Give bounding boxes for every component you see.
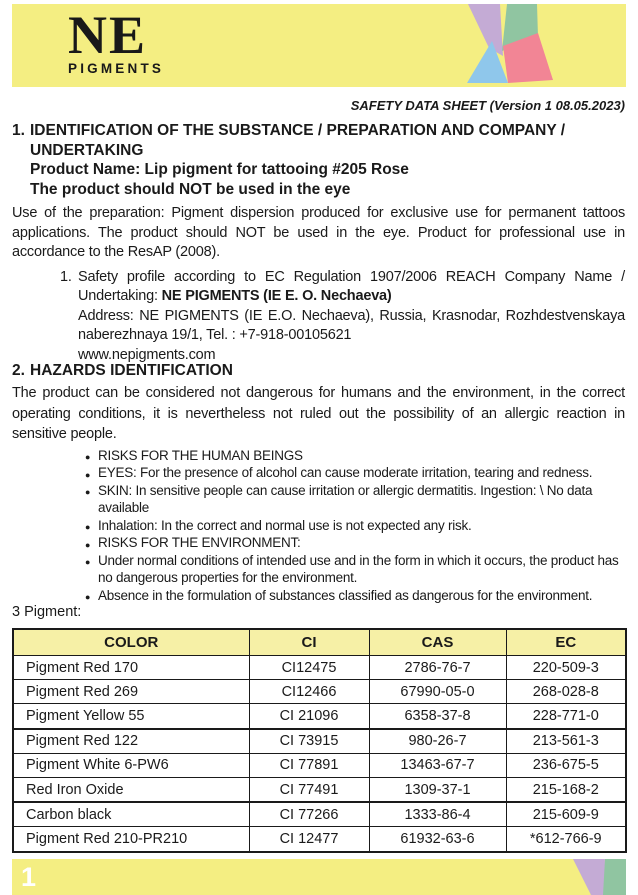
- cell-ec: 220-509-3: [506, 656, 626, 680]
- cell-ci: CI 77891: [249, 753, 369, 777]
- reach-item-text-regular: Safety profile according to EC Regulation 1907/2006 REACH Company Name / Undertaking:: [78, 268, 625, 304]
- cell-color: Pigment Yellow 55: [13, 704, 249, 729]
- cell-cas: 13463-67-7: [369, 753, 506, 777]
- table-row: [13, 704, 626, 729]
- table-row: [13, 729, 626, 754]
- table-row: [13, 777, 626, 802]
- cell-cas: 980-26-7: [369, 729, 506, 754]
- logo-pigments-text: PIGMENTS: [68, 61, 165, 76]
- table-header-row: [13, 629, 626, 656]
- bullet-item: ● RISKS FOR THE HUMAN BEINGS: [12, 447, 625, 465]
- section-1-number: 1.: [12, 122, 25, 139]
- page-number: 1: [21, 862, 37, 892]
- cell-color: Pigment Red 122: [13, 729, 249, 754]
- cell-cas: 67990-05-0: [369, 680, 506, 704]
- cell-ci: CI 12477: [249, 827, 369, 852]
- address-line: Address: NE PIGMENTS (IE E.O. Nechaeva), Russia, Krasnodar, Rozhdestvenskaya naberezhnaya 19/1, Tel. : +7-918-00105621: [78, 307, 625, 343]
- doc-title: SAFETY DATA SHEET (Version 1 08.05.2023): [350, 98, 625, 113]
- cell-ec: 213-561-3: [506, 729, 626, 754]
- bullet-item: ● Under normal conditions of intended use and in the form in which it occurs, the product has no dangerous properties for the environment.: [12, 552, 625, 587]
- reach-list-item: [60, 268, 625, 366]
- cell-cas: 6358-37-8: [369, 704, 506, 729]
- cell-ec: 268-028-8: [506, 680, 626, 704]
- section-2-title: HAZARDS IDENTIFICATION: [30, 362, 233, 379]
- cell-ec: 215-168-2: [506, 777, 626, 802]
- cell-ci: CI 21096: [249, 704, 369, 729]
- bullet-item: ● Absence in the formulation of substances classified as dangerous for the environment.: [12, 587, 625, 605]
- company-name-bold: NE PIGMENTS (IE E. O. Nechaeva): [161, 288, 392, 304]
- cell-cas: 1309-37-1: [369, 777, 506, 802]
- table-row: [13, 827, 626, 852]
- table-row: [13, 680, 626, 704]
- footer-decor-lavender-shape: [12, 859, 626, 895]
- cell-color: Pigment White 6-PW6: [13, 753, 249, 777]
- bullet-item: ● EYES: For the presence of alcohol can cause moderate irritation, tearing and redness.: [12, 464, 625, 482]
- table-row: [13, 802, 626, 827]
- cell-ci: CI 77491: [249, 777, 369, 802]
- header-decoration: [455, 4, 565, 87]
- cell-color: Pigment Red 210-PR210: [13, 827, 249, 852]
- section-1-heading-line-1: [12, 121, 625, 141]
- footer-band: [12, 859, 626, 895]
- cell-cas: 61932-63-6: [369, 827, 506, 852]
- product-name-line: Product Name: Lip pigment for tattooing #205 Rose: [30, 161, 409, 178]
- cell-cas: 1333-86-4: [369, 802, 506, 827]
- section-1-heading-line-2: UNDERTAKING: [30, 141, 144, 159]
- cell-color: Red Iron Oxide: [13, 777, 249, 802]
- pigments-count-label: 3 Pigment:: [12, 604, 82, 620]
- pigments-table: [12, 628, 627, 853]
- bullet-item: ● RISKS FOR THE ENVIRONMENT:: [12, 534, 625, 552]
- header-band: [12, 4, 626, 87]
- column-header-ec: EC: [506, 629, 626, 656]
- cell-ci: CI 77266: [249, 802, 369, 827]
- section-1-title: IDENTIFICATION OF THE SUBSTANCE / PREPARATION AND COMPANY /: [30, 122, 566, 139]
- cell-color: Carbon black: [13, 802, 249, 827]
- table-row: [13, 656, 626, 680]
- cell-cas: 2786-76-7: [369, 656, 506, 680]
- cell-ec: *612-766-9: [506, 827, 626, 852]
- cell-color: Pigment Red 269: [13, 680, 249, 704]
- column-header-color: COLOR: [13, 629, 249, 656]
- section-2-heading: [12, 361, 625, 381]
- cell-ec: 215-609-9: [506, 802, 626, 827]
- cell-ec: 228-771-0: [506, 704, 626, 729]
- cell-ci: CI 73915: [249, 729, 369, 754]
- footer-decor-green-shape: [12, 859, 626, 895]
- bullet-item: ● SKIN: In sensitive people can cause irritation or allergic dermatitis. Ingestion: \ No data available: [12, 482, 625, 517]
- bullet-item: ● Inhalation: In the correct and normal use is not expected any risk.: [12, 517, 625, 535]
- section-2-body: [12, 383, 625, 604]
- use-paragraph: Use of the preparation: Pigment dispersion produced for exclusive use for permanent tattoos applications. The product should NOT be used in the eye. Product for professional use in accordance to the ResAP (2008).: [12, 205, 625, 260]
- cell-ci: CI12466: [249, 680, 369, 704]
- footer-decoration: [12, 859, 626, 895]
- logo-ne-text: NE: [68, 5, 148, 65]
- eye-warning-line: The product should NOT be used in the eye: [30, 180, 351, 198]
- hazards-bullet-list: [12, 447, 625, 605]
- reach-item-number: 1.: [60, 268, 72, 285]
- cell-ci: CI12475: [249, 656, 369, 680]
- cell-color: Pigment Red 170: [13, 656, 249, 680]
- reach-item-text: [60, 268, 625, 307]
- section-2-number: 2.: [12, 362, 25, 379]
- cell-ec: 236-675-5: [506, 753, 626, 777]
- column-header-ci: CI: [249, 629, 369, 656]
- hazards-intro-paragraph: The product can be considered not dangerous for humans and the environment, in the correct operating conditions, it is nevertheless not ruled out the possibility of an allergic reaction in sensitive people.: [12, 385, 625, 442]
- column-header-cas: CAS: [369, 629, 506, 656]
- table-row: [13, 753, 626, 777]
- website-link[interactable]: www.nepigments.com: [78, 346, 216, 363]
- brand-logo: [68, 5, 165, 76]
- section-1: [12, 121, 625, 365]
